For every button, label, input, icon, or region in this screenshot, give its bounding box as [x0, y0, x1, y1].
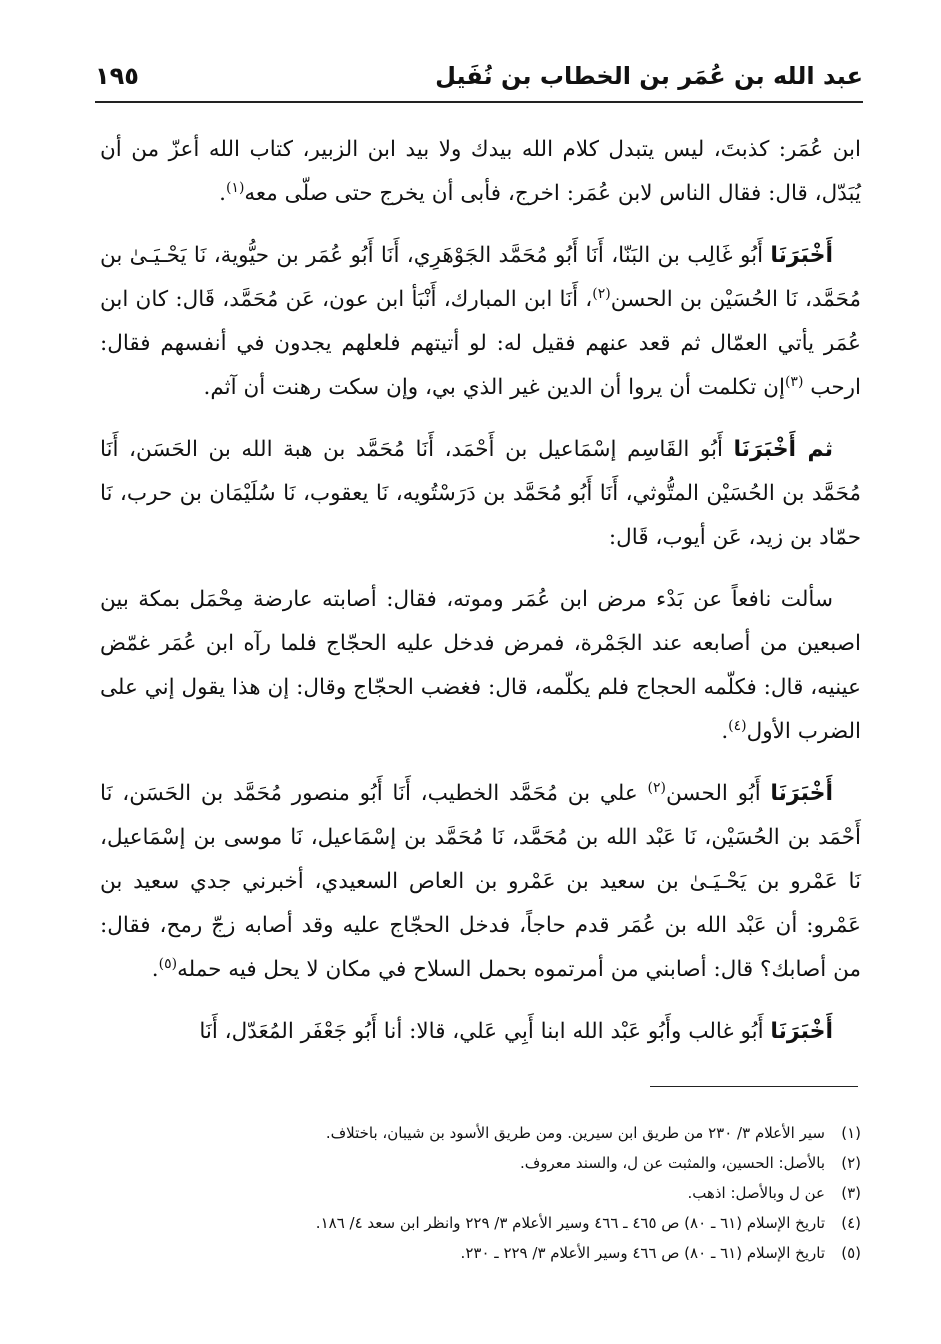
- footnote-ref: (٢): [647, 779, 666, 796]
- paragraph-text: أَبُو القَاسِم إسْمَاعيل بن أَحْمَد، أَنَا مُحَمَّد بن هبة الله بن الحَسَن، أَنَا مُحَمَّد بن الحُسَيْن المتُّوثي، أَنَا أَبُو مُحَمَّد بن دَرَسْتُويه، نَا يعقوب، نَا سُلَيْمَان بن حرب، نَا حمّاد بن زيد، عَن أيوب، قَال:: [100, 437, 861, 550]
- footnote-number: (٥): [841, 1244, 861, 1262]
- paragraph-text: .: [721, 719, 729, 744]
- footnote: [200, 1118, 861, 1148]
- footnote: [200, 1148, 861, 1178]
- paragraph-text: سألت نافعاً عن بَدْء مرض ابن عُمَر وموته، فقال: أصابته عارضة مِحْمَل بمكة بين اصبعين من أصابعه عند الجَمْرة، فمرض فدخل عليه الحجّاج فلما رآه ابن عُمَر غمّض عينيه، قال: فكلّمه الحجاج فلم يكلّمه، قال: فغضب الحجّاج وقال: إن هذا يقول إني على الضرب الأول: [100, 587, 861, 744]
- footnote-number: (٣): [841, 1184, 861, 1202]
- isnad-keyword: أَخْبَرَنَا: [733, 437, 797, 462]
- footnote-number: (١): [841, 1124, 861, 1142]
- footnote-ref: (٤): [728, 717, 747, 734]
- footnote-text: عن ل وبالأصل: اذهب.: [687, 1184, 825, 1202]
- paragraph-text: ، أَنَا ابن المبارك، أَنْبَأ ابن عون، عَن مُحَمَّد، قَال: كان ابن عُمَر يأتي العمّال ثم قعد عنهم فقيل له: لو أتيتهم فلعلهم يجدون في أنفسهم فقال: ارحب: [100, 287, 861, 400]
- main-text: [100, 128, 861, 1072]
- footnotes: [200, 1118, 861, 1268]
- page-number: ١٩٥: [95, 62, 139, 90]
- footnote-ref: (٢): [592, 285, 611, 302]
- header-rule: [95, 101, 863, 103]
- paragraph: [100, 234, 861, 410]
- paragraph: [100, 428, 861, 560]
- paragraph-text: علي بن مُحَمَّد الخطيب، أَنَا أَبُو منصور مُحَمَّد بن الحَسَن، نَا أَحْمَد بن الحُسَيْن، نَا عَبْد الله بن مُحَمَّد، نَا مُحَمَّد بن إسْمَاعيل، نَا موسى بن إسْمَاعيل، نَا عَمْرو بن يَحْـيَـىٰ بن سعيد بن عَمْرو بن العاص السعيدي، أخبرني جدي سعيد بن عَمْرو: أن عَبْد الله بن عُمَر قدم حاجاً، فدخل الحجّاج عليه وقد أصابه زجّ رمح، فقال: من أصابك؟ قال: أصابني من أمرتموه بحمل السلاح في مكان لا يحل فيه حمله: [100, 781, 861, 982]
- footnote-text: تاريخ الإسلام (٦١ ـ ٨٠) ص ٤٦٦ وسير الأعلام ٣/ ٢٢٩ ـ ٢٣٠.: [460, 1244, 825, 1262]
- footnote: [200, 1178, 861, 1208]
- footnote-ref: (١): [225, 179, 245, 196]
- footnote-text: سير الأعلام ٣/ ٢٣٠ من طريق ابن سيرين. ومن طريق الأسود بن شيبان، باختلاف.: [325, 1124, 825, 1142]
- isnad-keyword: أَخْبَرَنَا: [770, 1019, 833, 1044]
- isnad-keyword: أَخْبَرَنَا: [770, 243, 833, 268]
- isnad-keyword: أَخْبَرَنَا: [770, 781, 833, 806]
- paragraph-text: أَبُو الحسن: [665, 781, 771, 806]
- footnote-number: (٢): [841, 1154, 861, 1172]
- paragraph: [100, 1010, 861, 1054]
- paragraph-text: .: [219, 181, 226, 206]
- paragraph-text: .: [151, 957, 159, 982]
- footnote-text: بالأصل: الحسين، والمثبت عن ل، والسند معروف.: [519, 1154, 825, 1172]
- paragraph: [100, 772, 861, 992]
- paragraph: [100, 128, 861, 216]
- paragraph-text: أَبُو غَالِب بن البَنّا، أَنَا أَبُو مُحَمَّد الجَوْهَرِي، أَنَا أَبُو عُمَر بن حيُّوية، نَا يَحْـيَـىٰ بن مُحَمَّد، نَا الحُسَيْن بن الحسن: [100, 243, 861, 312]
- footnote-ref: (٣): [784, 373, 804, 390]
- paragraph-text: أَبُو غالب وأَبُو عَبْد الله ابنا أَبِي عَلي، قالا: أنا أَبُو جَعْفَر المُعَدّل، أَنَا: [199, 1019, 771, 1044]
- paragraph-text: إن تكلمت أن يروا أن الدين غير الذي بي، وإن سكت رهنت أن آثم.: [203, 375, 785, 400]
- paragraph: [100, 578, 861, 754]
- footnote-ref: (٥): [158, 955, 178, 972]
- footnote-number: (٤): [841, 1214, 861, 1232]
- isnad-keyword: ثم: [796, 437, 833, 462]
- footnote: [200, 1208, 861, 1238]
- page-header: [95, 52, 863, 102]
- footnote-text: تاريخ الإسلام (٦١ ـ ٨٠) ص ٤٦٥ ـ ٤٦٦ وسير الأعلام ٣/ ٢٢٩ وانظر ابن سعد ٤/ ١٨٦.: [315, 1214, 825, 1232]
- footnote-separator: [650, 1086, 858, 1087]
- running-title: عبد الله بن عُمَر بن الخطاب بن نُفَيل: [435, 62, 863, 90]
- paragraph-text: ابن عُمَر: كذبتَ، ليس يتبدل كلام الله بيدك ولا بيد ابن الزبير، كتاب الله أعزّ من أن يُبَدّل، قال: فقال الناس لابن عُمَر: اخرج، فأبى أن يخرج حتى صلّى معه: [100, 137, 861, 206]
- footnote: [200, 1238, 861, 1268]
